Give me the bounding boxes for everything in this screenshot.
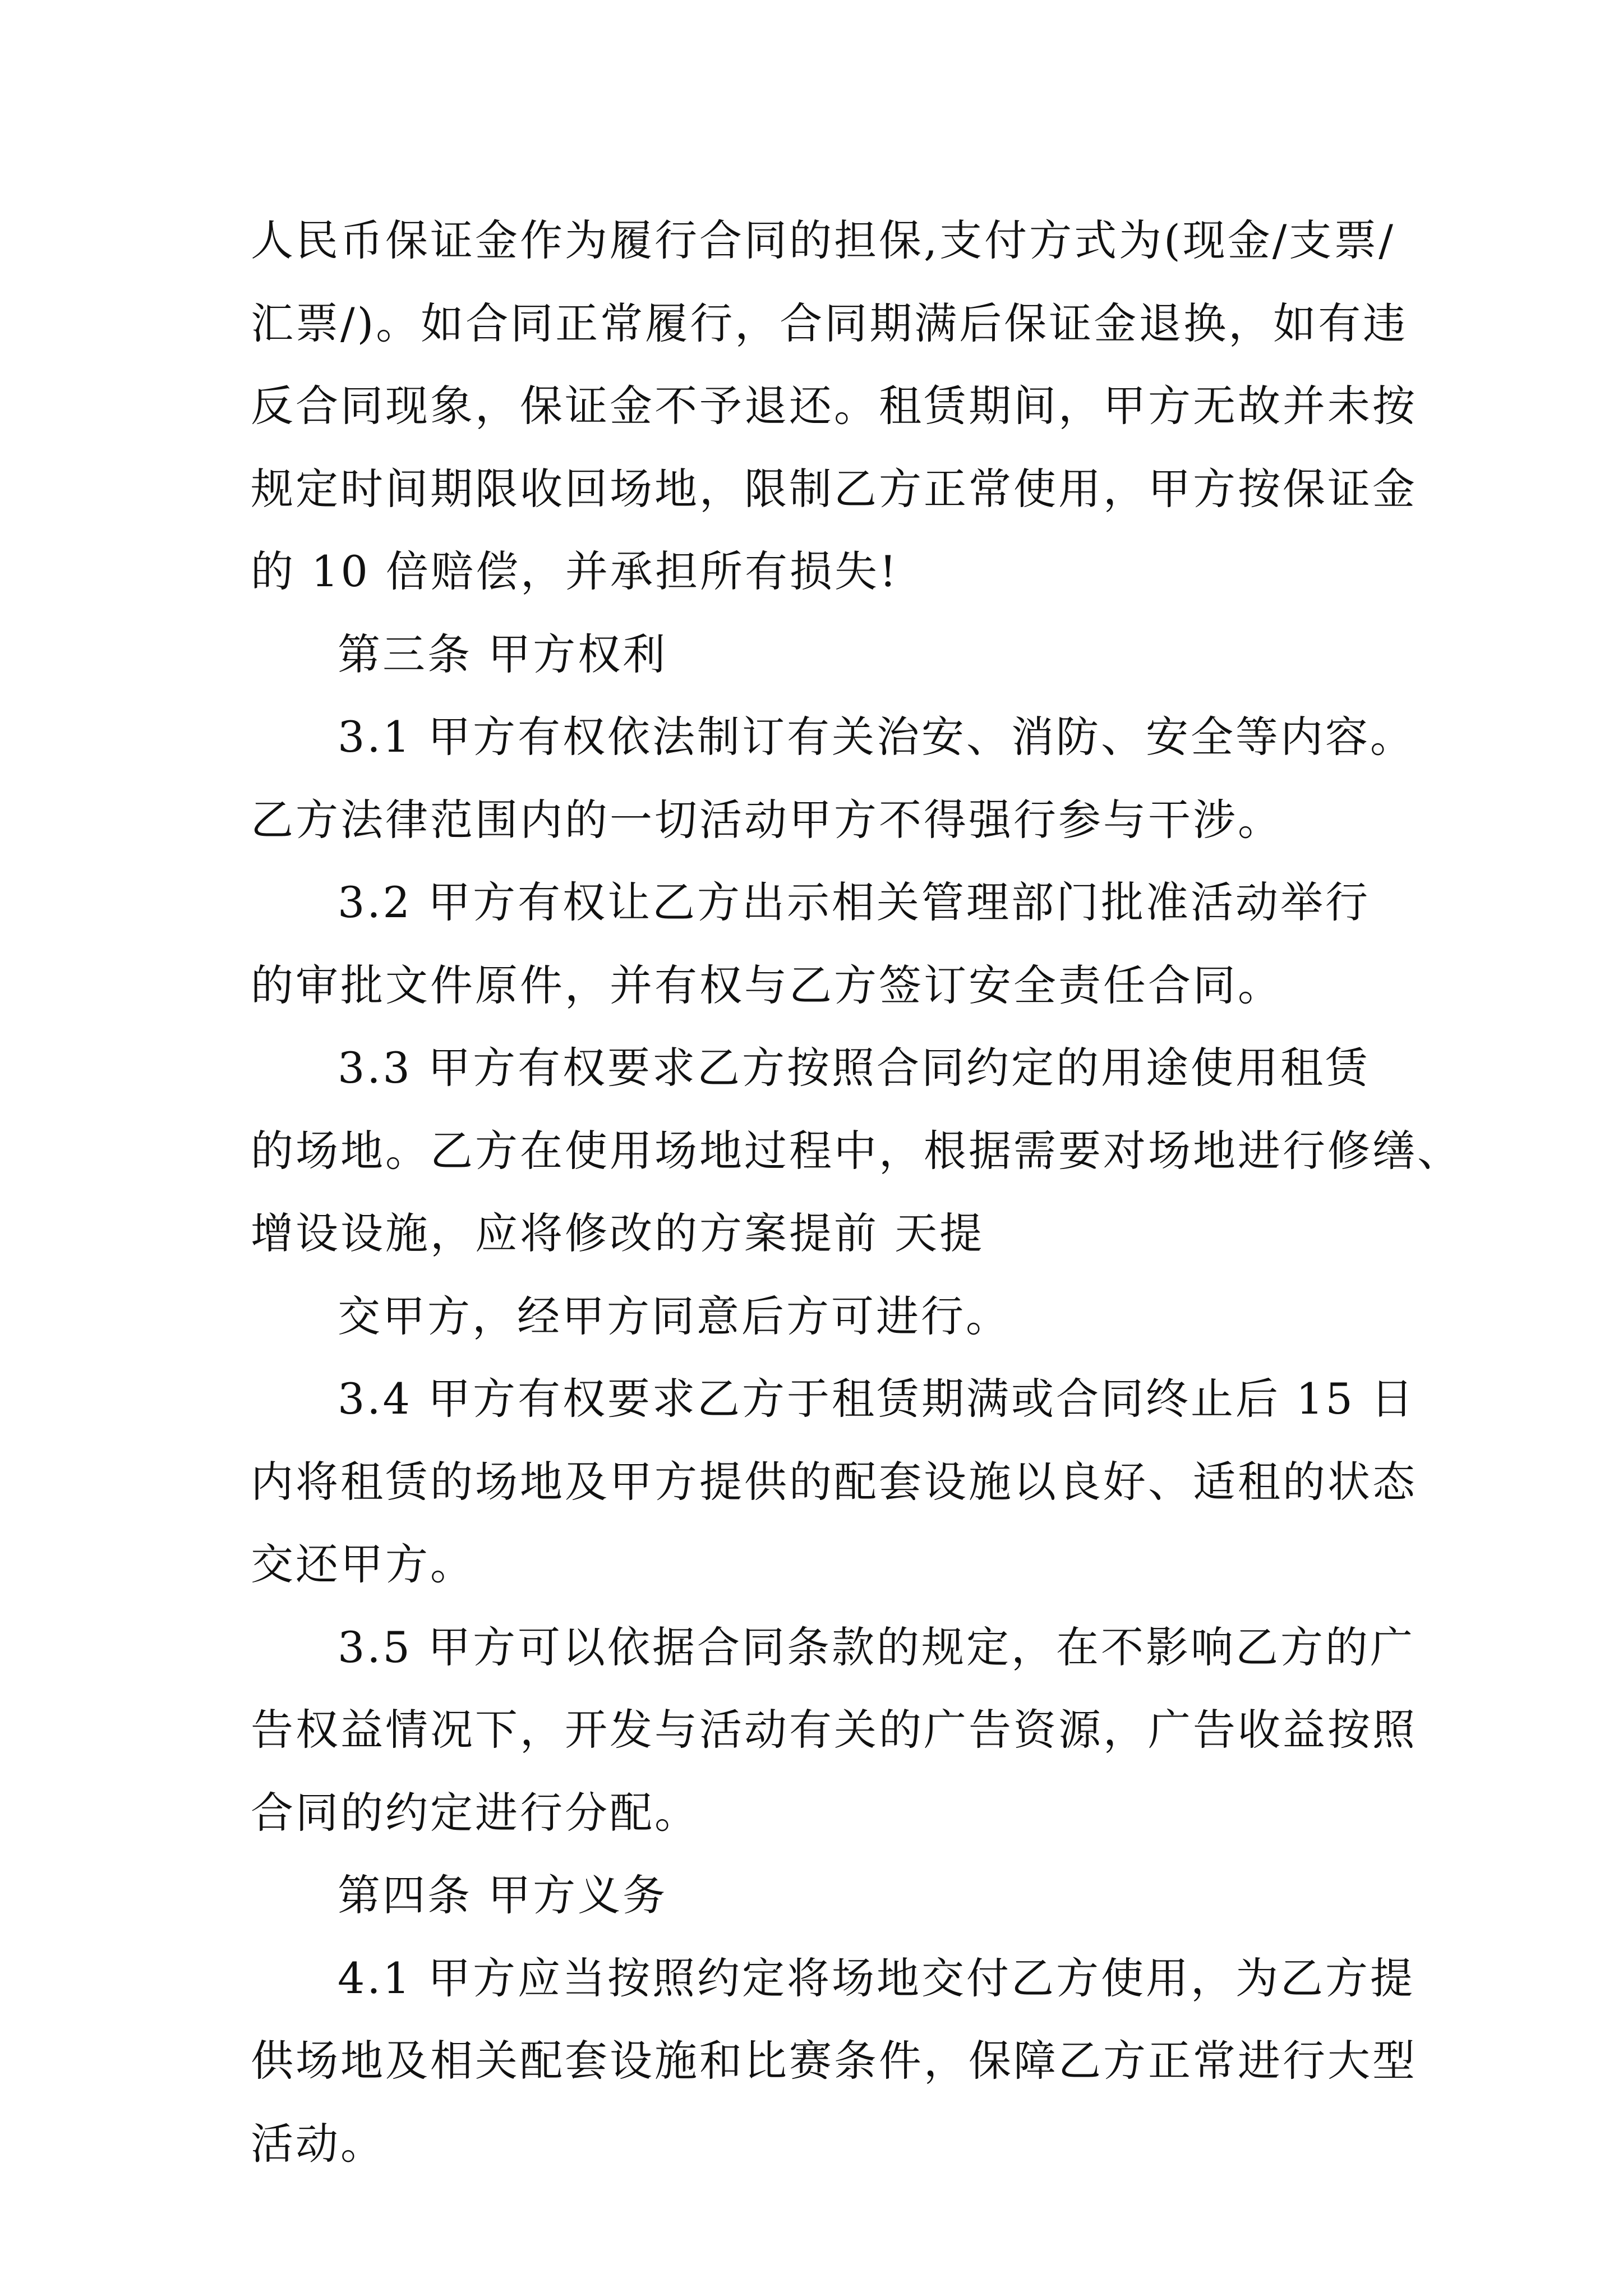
- text-line: 第三条 甲方权利: [338, 629, 668, 679]
- text-line: 的场地。乙方在使用场地过程中，根据需要对场地进行修缮、: [251, 1125, 1462, 1176]
- text-line: 乙方法律范围内的一切活动甲方不得强行参与干涉。: [251, 794, 1283, 845]
- text-line: 3.5 甲方可以依据合同条款的规定，在不影响乙方的广: [338, 1622, 1415, 1672]
- text-line: 规定时间期限收回场地，限制乙方正常使用，甲方按保证金: [251, 463, 1417, 514]
- text-line: 合同的约定进行分配。: [251, 1787, 699, 1838]
- text-line: 汇票/)。如合同正常履行，合同期满后保证金退换，如有违: [251, 298, 1408, 348]
- text-line: 人民币保证金作为履行合同的担保,支付方式为(现金/支票/: [251, 215, 1396, 265]
- text-line: 增设设施，应将修改的方案提前 天提: [251, 1208, 985, 1258]
- text-line: 的 10 倍赔偿，并承担所有损失!: [251, 546, 899, 596]
- text-line: 告权益情况下，开发与活动有关的广告资源，广告收益按照: [251, 1705, 1417, 1755]
- text-line: 交甲方，经甲方同意后方可进行。: [338, 1291, 1011, 1341]
- text-line: 3.3 甲方有权要求乙方按照合同约定的用途使用租赁: [338, 1043, 1371, 1093]
- text-line: 4.1 甲方应当按照约定将场地交付乙方使用，为乙方提: [338, 1953, 1415, 2003]
- text-line: 交还甲方。: [251, 1539, 475, 1589]
- text-line: 3.4 甲方有权要求乙方于租赁期满或合同终止后 15 日: [338, 1374, 1416, 1424]
- text-line: 供场地及相关配套设施和比赛条件，保障乙方正常进行大型: [251, 2036, 1417, 2086]
- document-body: [251, 199, 1462, 2185]
- text-line: 内将租赁的场地及甲方提供的配套设施以良好、适租的状态: [251, 1456, 1417, 1507]
- text-line: 活动。: [251, 2118, 385, 2169]
- text-line: 的审批文件原件，并有权与乙方签订安全责任合同。: [251, 960, 1283, 1010]
- text-line: 第四条 甲方义务: [338, 1870, 668, 1920]
- text-line: 反合同现象，保证金不予退还。租赁期间，甲方无故并未按: [251, 381, 1417, 431]
- text-line: 3.1 甲方有权依法制订有关治安、消防、安全等内容。: [338, 712, 1415, 762]
- text-line: 3.2 甲方有权让乙方出示相关管理部门批准活动举行: [338, 877, 1371, 927]
